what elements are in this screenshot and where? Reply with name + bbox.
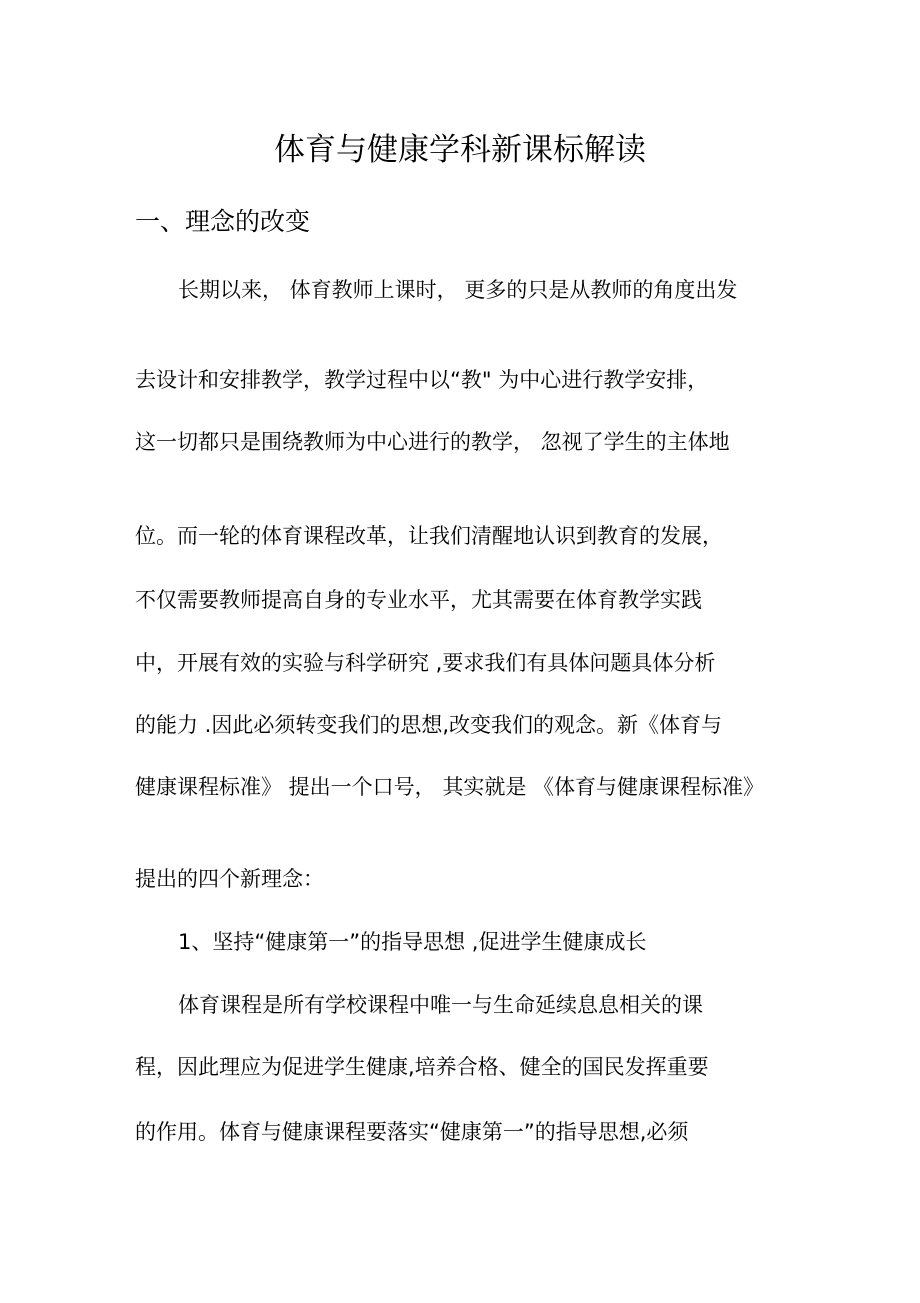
paragraph-line: 程，因此理应为促进学生健康,培养合格、健全的国民发挥重要: [135, 1055, 709, 1079]
paragraph-line: 体育课程是所有学校课程中唯一与生命延续息息相关的课: [178, 993, 703, 1017]
paragraph-line: 长期以来， 体育教师上课时， 更多的只是从教师的角度出发: [178, 278, 738, 302]
paragraph-line: 提出的四个新理念：: [135, 867, 324, 891]
paragraph-line: 这一切都只是围绕教师为中心进行的教学， 忽视了学生的主体地: [135, 430, 730, 454]
paragraph-line: 去设计和安排教学，教学过程中以“教" 为中心进行教学安排，: [135, 368, 709, 392]
document-title: 体育与健康学科新课标解读: [274, 132, 646, 168]
paragraph-line: 位。而一轮的体育课程改革，让我们清醒地认识到教育的发展，: [135, 524, 723, 548]
paragraph-line: 的能力 .因此必须转变我们的思想,改变我们的观念。新《体育与: [135, 713, 723, 737]
numbered-subheading: 1、坚持“健康第一”的指导思想 ,促进学生健康成长: [178, 930, 647, 954]
paragraph-line: 不仅需要教师提高自身的专业水平，尤其需要在体育教学实践: [135, 588, 702, 612]
paragraph-line: 中，开展有效的实验与科学研究 ,要求我们有具体问题具体分析: [135, 651, 716, 675]
paragraph-line: 健康课程标准》 提出一个口号， 其实就是 《体育与健康课程标准》: [135, 775, 765, 799]
section-heading: 一、理念的改变: [135, 207, 311, 236]
paragraph-line: 的作用。体育与健康课程要落实“健康第一”的指导思想,必须: [135, 1120, 689, 1144]
